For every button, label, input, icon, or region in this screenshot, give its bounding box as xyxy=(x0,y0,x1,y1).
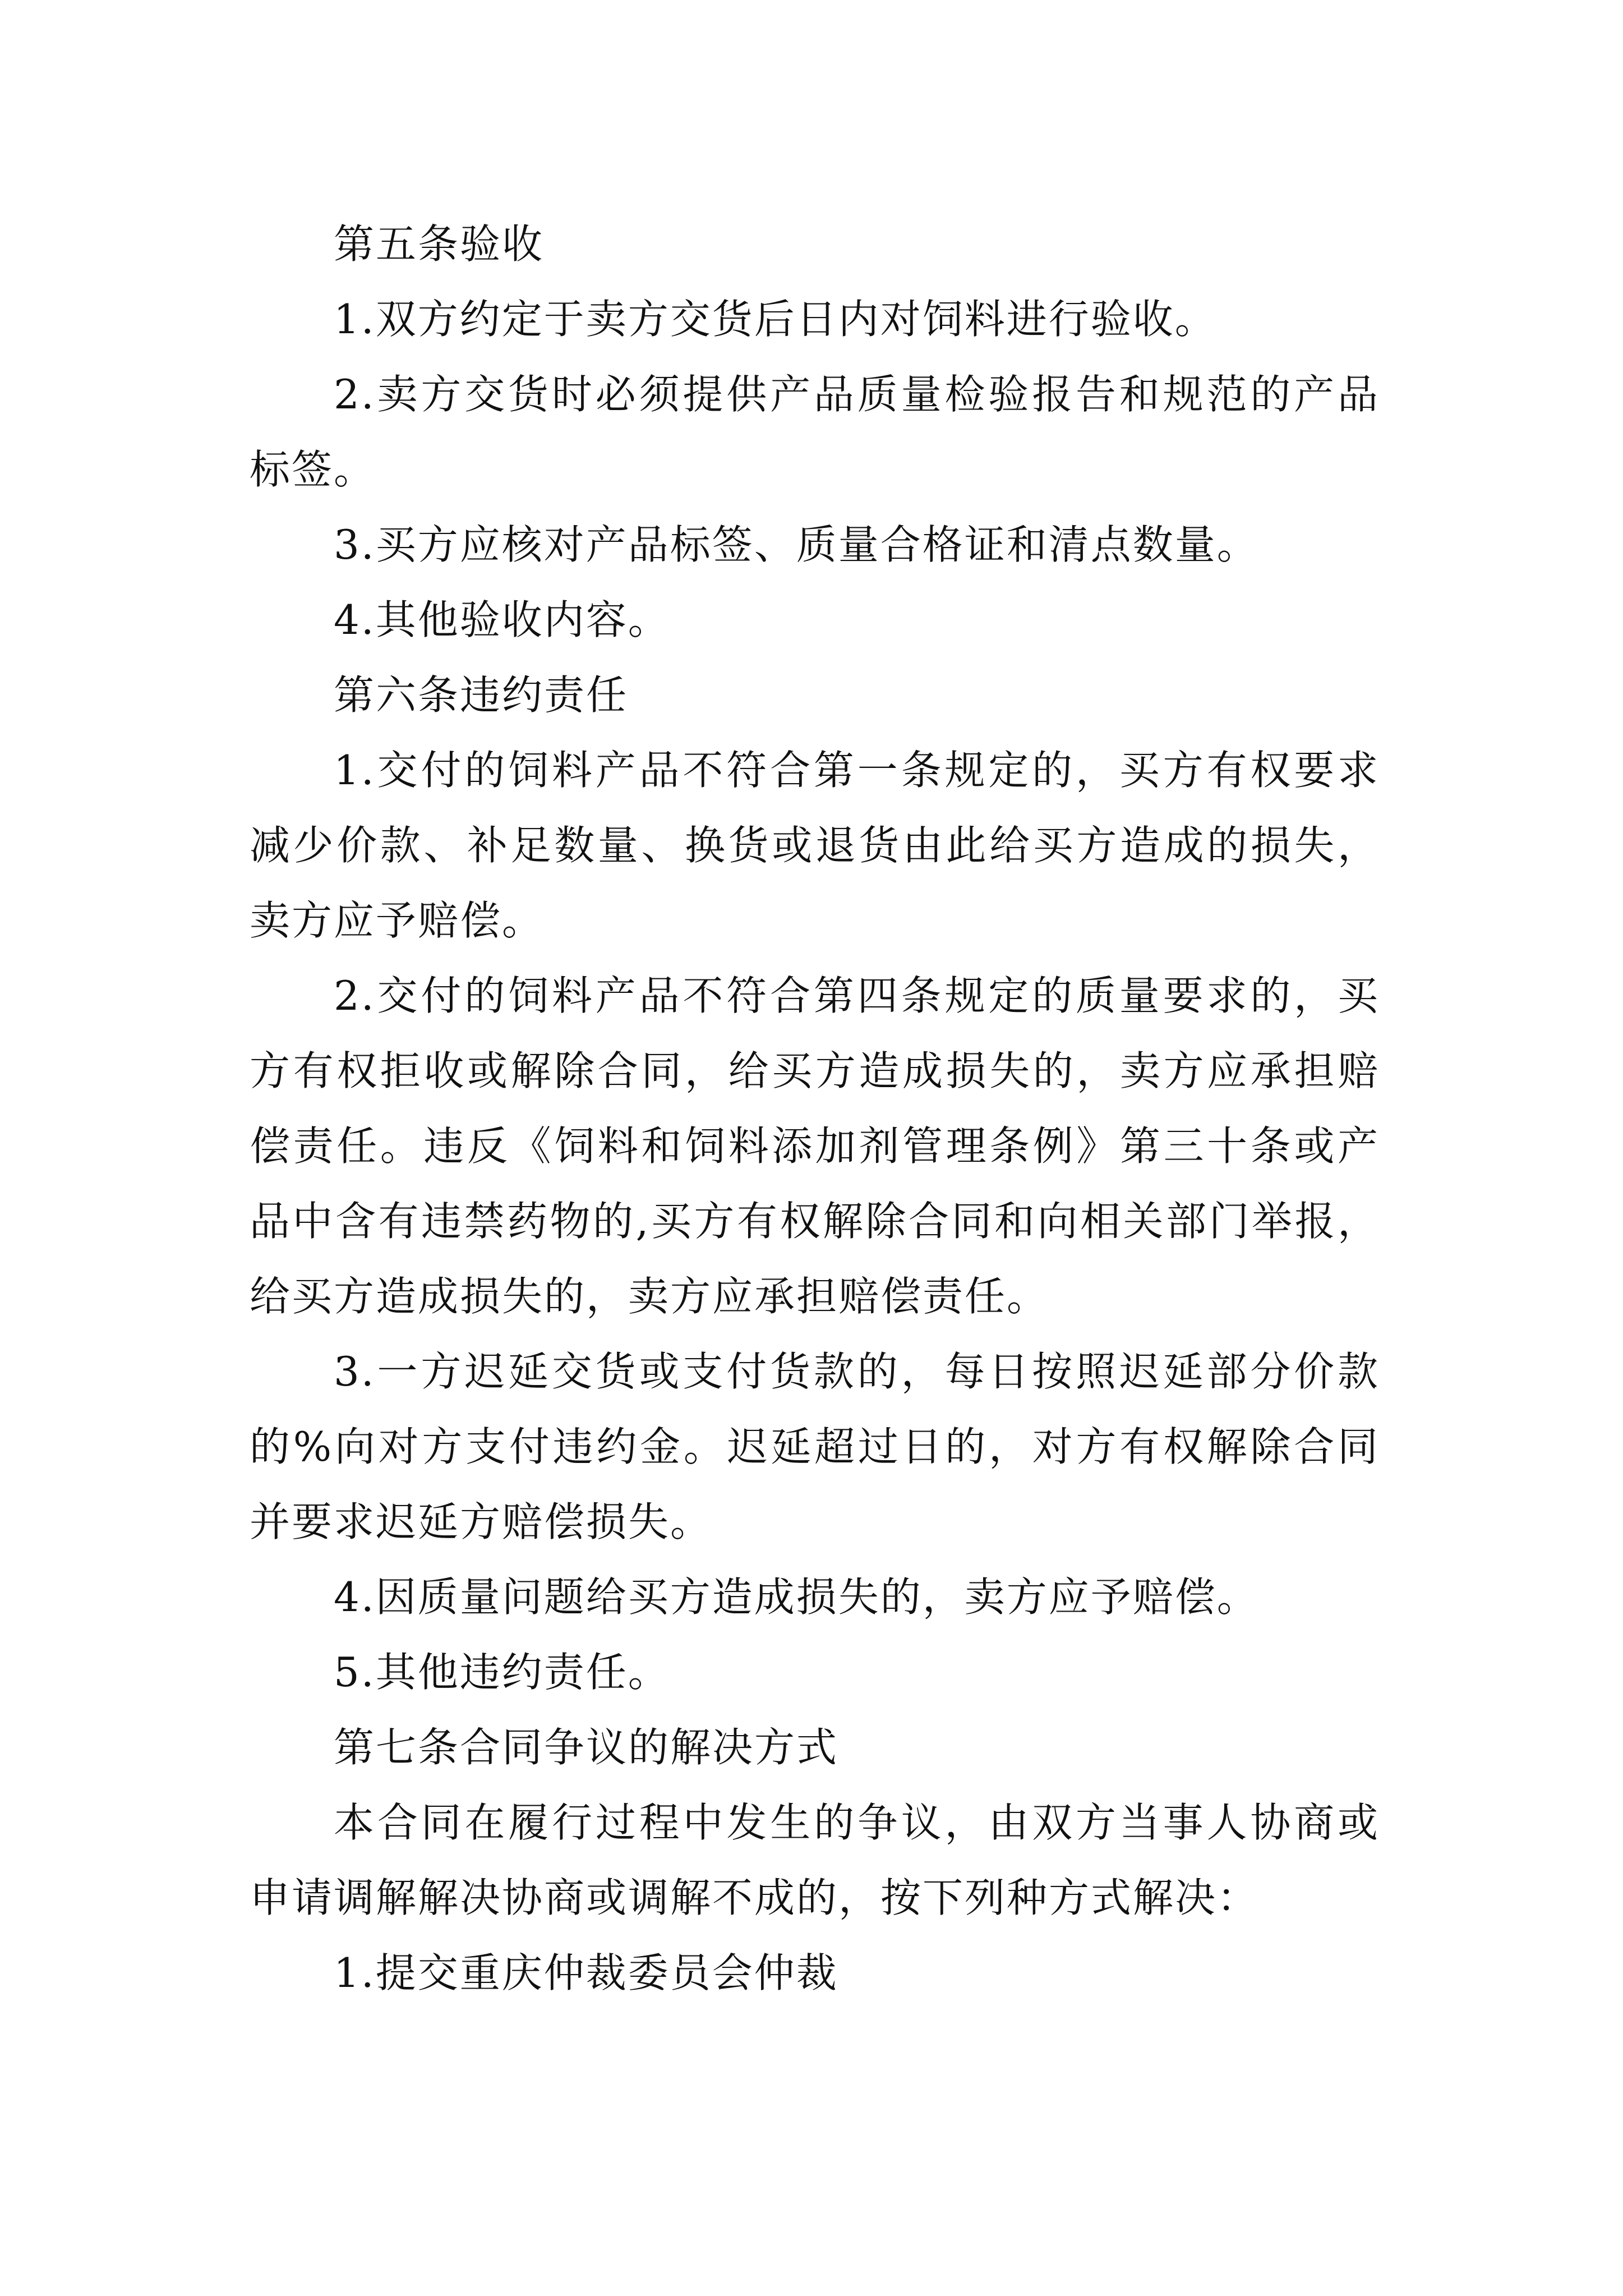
section-heading-6: 第六条违约责任 xyxy=(334,671,629,719)
paragraph: 3.买方应核对产品标签、质量合格证和清点数量。 xyxy=(334,521,1259,568)
section-heading-5: 第五条验收 xyxy=(334,220,545,268)
paragraph: 4.因质量问题给买方造成损失的，卖方应予赔偿。 xyxy=(334,1573,1259,1621)
paragraph: 1.交付的饲料产品不符合第一条规定的，买方有权要求减少价款、补足数量、换货或退货由此给买方造成的损失，卖方应予赔偿。 xyxy=(250,747,1380,944)
paragraph: 4.其他验收内容。 xyxy=(334,596,670,643)
paragraph: 5.其他违约责任。 xyxy=(334,1649,670,1696)
paragraph: 2.交付的饲料产品不符合第四条规定的质量要求的，买方有权拒收或解除合同，给买方造成损失的，卖方应承担赔偿责任。违反《饲料和饲料添加剂管理条例》第三十条或产品中含有违禁药物的,买方有权解除合同和向相关部门举报，给买方造成损失的，卖方应承担赔偿责任。 xyxy=(250,972,1380,1320)
document-body xyxy=(250,206,1380,2010)
section-heading-7: 第七条合同争议的解决方式 xyxy=(334,1724,839,1771)
paragraph: 本合同在履行过程中发生的争议，由双方当事人协商或申请调解解决协商或调解不成的，按下列种方式解决： xyxy=(250,1799,1380,1921)
paragraph: 3.一方迟延交货或支付货款的，每日按照迟延部分价款的%向对方支付违约金。迟延超过日的，对方有权解除合同并要求迟延方赔偿损失。 xyxy=(250,1348,1380,1545)
paragraph: 2.卖方交货时必须提供产品质量检验报告和规范的产品标签。 xyxy=(250,371,1380,493)
paragraph: 1.双方约定于卖方交货后日内对饲料进行验收。 xyxy=(334,296,1217,343)
paragraph: 1.提交重庆仲裁委员会仲裁 xyxy=(334,1949,838,1996)
